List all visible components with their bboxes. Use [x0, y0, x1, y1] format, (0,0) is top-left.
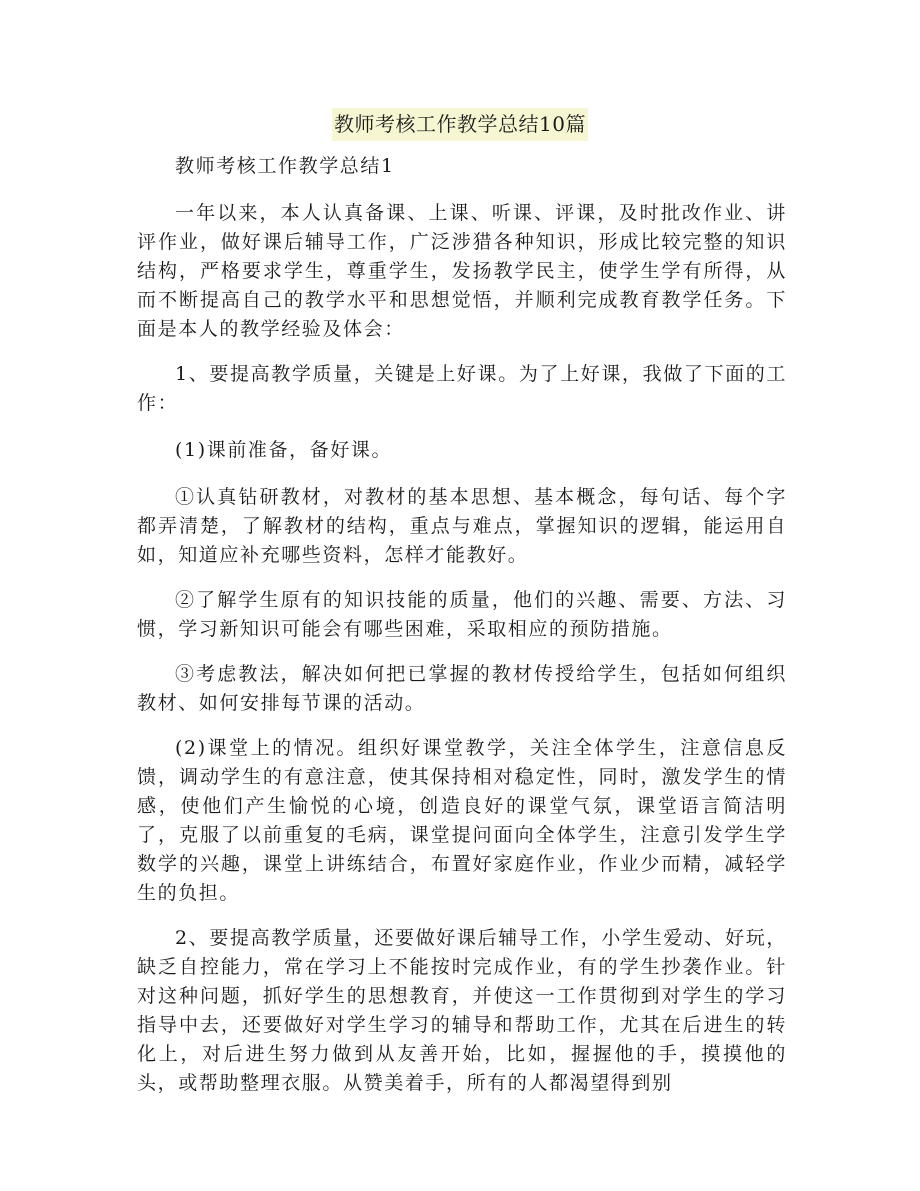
document-title: 教师考核工作教学总结10篇	[332, 108, 588, 141]
paragraph-subpoint-2: (2)课堂上的情况。组织好课堂教学，关注全体学生，注意信息反馈，调动学生的有意注意，使其保持相对稳定性，同时，激发学生的情感，使他们产生愉悦的心境，创造良好的课堂气氛，课堂语言简洁明了，克服了以前重复的毛病，课堂提问面向全体学生，注意引发学生学数学的兴趣，课堂上讲练结合，布置好家庭作业，作业少而精，减轻学生的负担。	[137, 737, 787, 904]
paragraph-point-1: 1、要提高教学质量，关键是上好课。为了上好课，我做了下面的工作：	[137, 363, 787, 414]
paragraph-intro: 一年以来，本人认真备课、上课、听课、评课，及时批改作业、讲评作业，做好课后辅导工作，广泛涉猎各种知识，形成比较完整的知识结构，严格要求学生，尊重学生，发扬教学民主，使学生学有所得，从而不断提高自己的教学水平和思想觉悟，并顺利完成教育教学任务。下面是本人的教学经验及体会：	[137, 202, 787, 340]
title-wrap	[0, 108, 920, 141]
paragraph-point-2: 2、要提高教学质量，还要做好课后辅导工作，小学生爱动、好玩，缺乏自控能力，常在学习上不能按时完成作业，有的学生抄袭作业。针对这种问题，抓好学生的思想教育，并使这一工作贯彻到对学生的学习指导中去，还要做好对学生学习的辅导和帮助工作，尤其在后进生的转化上，对后进生努力做到从友善开始，比如，握握他的手，摸摸他的头，或帮助整理衣服。从赞美着手，所有的人都渴望得到别	[137, 927, 787, 1094]
section-heading: 教师考核工作教学总结1	[175, 155, 395, 177]
document-body	[137, 152, 787, 1098]
paragraph-subpoint-1: (1)课前准备，备好课。	[175, 439, 393, 461]
paragraph-item-2: ②了解学生原有的知识技能的质量，他们的兴趣、需要、方法、习惯，学习新知识可能会有哪些困难，采取相应的预防措施。	[137, 589, 787, 640]
paragraph-item-3: ③考虑教法，解决如何把已掌握的教材传授给学生，包括如何组织教材、如何安排每节课的活动。	[137, 663, 787, 714]
paragraph-item-1: ①认真钻研教材，对教材的基本思想、基本概念，每句话、每个字都弄清楚，了解教材的结构，重点与难点，掌握知识的逻辑，能运用自如，知道应补充哪些资料，怎样才能教好。	[137, 486, 787, 566]
